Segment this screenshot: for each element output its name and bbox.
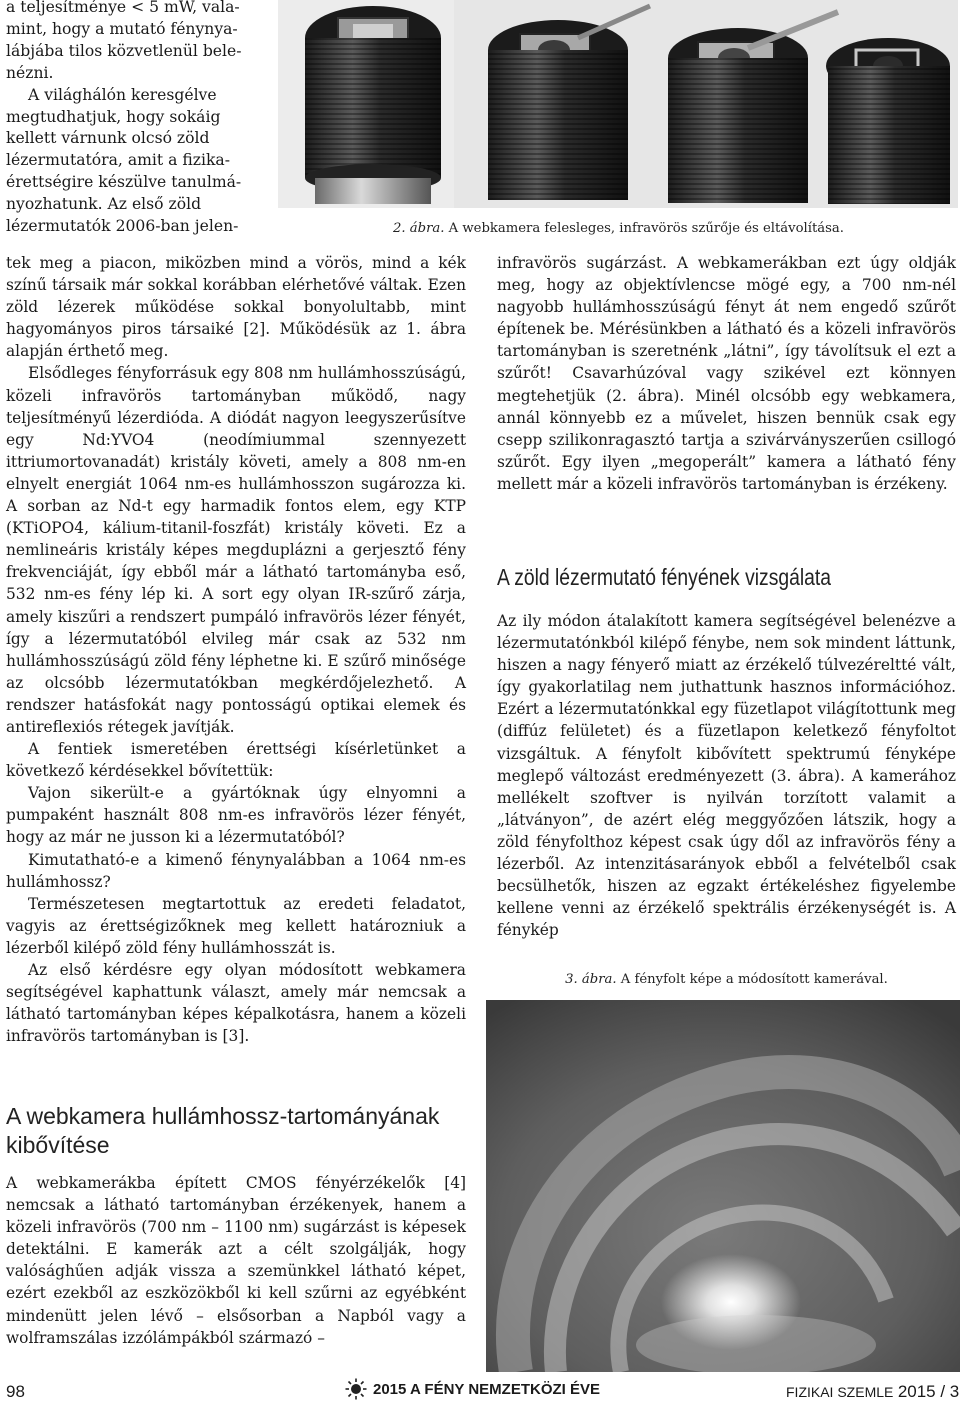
figure-label: 3. ábra. <box>565 972 617 987</box>
paragraph: Vajon sikerült-e a gyártóknak úgy elnyomni a pumpaként használt 808 nm-es infravörös lézer fényét, hogy az már ne jusson ki a lézermutatóból? <box>6 784 466 847</box>
right-column-body <box>497 252 956 495</box>
paragraph: tek meg a piacon, miközben mind a vörös, mind a kék színű társaik már sokkal korábban elérhetővé váltak. Ezen zöld lézerek működése sokkal bonyolultabb, mint hagyományos piros társaiké [2]. Működésük az 1. ábra alapján érthető meg. <box>6 254 466 361</box>
text-line: nézni. <box>6 63 54 82</box>
paragraph: Természetesen megtartottuk az eredeti feladatot, vagyis az érettségizőknek meg kellett határozniuk a lézerből kilépő zöld fény hullámhosszát is. <box>6 894 466 957</box>
text-line: lézermutatóra, amit a fizika- <box>6 151 230 170</box>
intro-narrow-lines <box>6 0 262 238</box>
issue-number: 2015 / 3 <box>897 1382 960 1401</box>
paragraph: Az ily módon átalakított kamera segítségével belenézve a lézermutatónkból kilépő fénybe, nem sok mindent láttunk, hiszen a nagy fényerő miatt az érzékelő túlvezéreltté vált, így gyakorlatilag nem juthattunk hasznos információhoz. Ezért a lézermutatónkkal egy füzetlapot világítottunk meg (diffúz felületet) és a füzetlapon keletkező fényfoltot vizsgáltuk. A fényfolt kibővített spektrumú fényképe meglepő változást eredményezett (3. ábra). A kamerához mellékelt szoftver is nyilván torzított valamit a „látványon”, de azért elég meggyőzően látszik, hogy a zöld fényfolthoz képest csak úgy dől az infravörös fény a lézerből. Az intenzitásarányok ebből a felvételből csak becsülhetők, hiszen az egzakt értékeléshez figyelembe kellene venni az érzékelő spektrális érzékenységét is. A fénykép <box>497 612 956 940</box>
paragraph: Kimutatható-e a kimenő fénynyalábban a 1064 nm-es hullámhossz? <box>6 850 466 891</box>
text-line: A világhálón keresgélve <box>28 85 217 104</box>
light-spot-image <box>486 1000 960 1372</box>
figure-caption-text: A fényfolt képe a módosított kamerával. <box>620 972 888 987</box>
paragraph: infravörös sugárzást. A webkamerákban ezt úgy oldják meg, hogy az objektívlencse mögé egy, a 700 nm-nél nagyobb hullámhosszúságú fényt át nem engedő szűrőt építenek be. Mérésünkben a látható és a közeli infravörös tartományban is szeretnénk „látni”, így távolítsuk el ezt a szűrőt! Csavarhúzóval vagy szikével ezt könnyen megtehetjük (2. ábra). Minél olcsóbb egy webkamera, annál könnyebb ez a művelet, hiszen bennük csak egy csepp szilikonragasztó tartja a szivárványszerűen csillogó szűrőt. Egy ilyen „megoperált” kamera a látható fény mellett már a közeli infravörös tartományban is érzékeny. <box>497 254 956 493</box>
webcam-filter-removal-image <box>278 0 958 208</box>
text-line: lézermutatók 2006-ban jelen- <box>6 217 239 236</box>
section-heading-green-laser: A zöld lézermutató fényének vizsgálata <box>497 564 832 590</box>
section1-body <box>6 1172 466 1349</box>
paragraph: A fentiek ismeretében érettségi kísérletünket a következő kérdésekkel bővítettük: <box>6 740 466 781</box>
paragraph: A webkamerákba épített CMOS fényérzékelők [4] nemcsak a látható tartományban érzékenyek, hanem a közeli infravörös (700 nm – 1100 nm) sugárzást is képesek detektálni. E kamerák azt a célt szolgálják, hogy valósághűen adják vissza a szemünkkel látható képet, ezért ezekből az eszközökből ki kell szűrni az egyébként mindenütt jelen lévő – elsősorban a Napból vagy a wolframszálas izzólámpákból származó – <box>6 1174 466 1347</box>
text-line: a teljesítménye < 5 mW, vala- <box>6 0 240 16</box>
text-line: nyozhatunk. Az első zöld <box>6 195 202 214</box>
page-number: 98 <box>6 1382 25 1401</box>
footer-center <box>345 1378 600 1400</box>
figure-3-photo <box>486 1000 960 1372</box>
figure-label: 2. ábra. <box>393 221 445 236</box>
figure-2-caption <box>393 221 953 236</box>
text-line: lábjába tilos közvetlenül bele- <box>6 41 242 60</box>
sun-logo-icon <box>345 1378 367 1400</box>
paragraph: Az első kérdésre egy olyan módosított webkamera segítségével kaphattunk választ, amely már nemcsak a látható tartományban képes képalkotásra, hanem a közeli infravörös tartományban is [3]. <box>6 961 466 1046</box>
text-line: kellett várnunk olcsó zöld <box>6 129 210 148</box>
text-line: érettségire készülve tanulmá- <box>6 173 242 192</box>
text-line: megtudhatjuk, hogy sokáig <box>6 107 221 126</box>
section-heading-webcam: A webkamera hullámhossz-tartományának kibővítése <box>6 1103 440 1158</box>
paragraph: Elsődleges fényforrásuk egy 808 nm hullámhosszúságú, közeli infravörös tartományban működő, nagy teljesítményű lézerdióda. A diódát nagyon leegyszerűsítve egy Nd:YVO4 (neodímiummal szennyezett ittriumortovanadát) kristály követi, amely a 808 nm-en elnyelt energiát 1064 nm-es hullámhosszon sugározza ki. A sorban az Nd-t egy harmadik fontos elem, egy KTP (KTiOPO4, kálium-titanil-foszfát) kristály követi. Ez a nemlineáris kristály képes megduplázni a gerjesztő fény frekvenciáját, így ebből már a látható tartományba eső, 532 nm-es fény lép ki. A sort egy olyan IR-szűrő zárja, amely kiszűri a rendszert pumpáló infravörös lézer fényét, így a lézermutatóból elvileg már csak az 532 nm hullámhosszúságú zöld fény léphetne ki. E szűrő minősége az olcsóbb lézermutatókban megkérdőjelezhető. A rendszer hatásfokát nagy pontosságú optikai elemek és antireflexiós rétegek javítják. <box>6 364 466 736</box>
figure-caption-text: A webkamera felesleges, infravörös szűrője és eltávolítása. <box>448 221 844 236</box>
left-column-body <box>6 252 466 1047</box>
section2-body <box>497 610 956 941</box>
figure-2-photo <box>278 0 958 208</box>
footer-center-text: 2015 A FÉNY NEMZETKÖZI ÉVE <box>373 1380 600 1398</box>
journal-name: FIZIKAI SZEMLE <box>786 1384 894 1400</box>
text-line: mint, hogy a mutató fénynya- <box>6 19 238 38</box>
figure-3-caption <box>497 972 956 987</box>
footer-right <box>786 1382 959 1402</box>
